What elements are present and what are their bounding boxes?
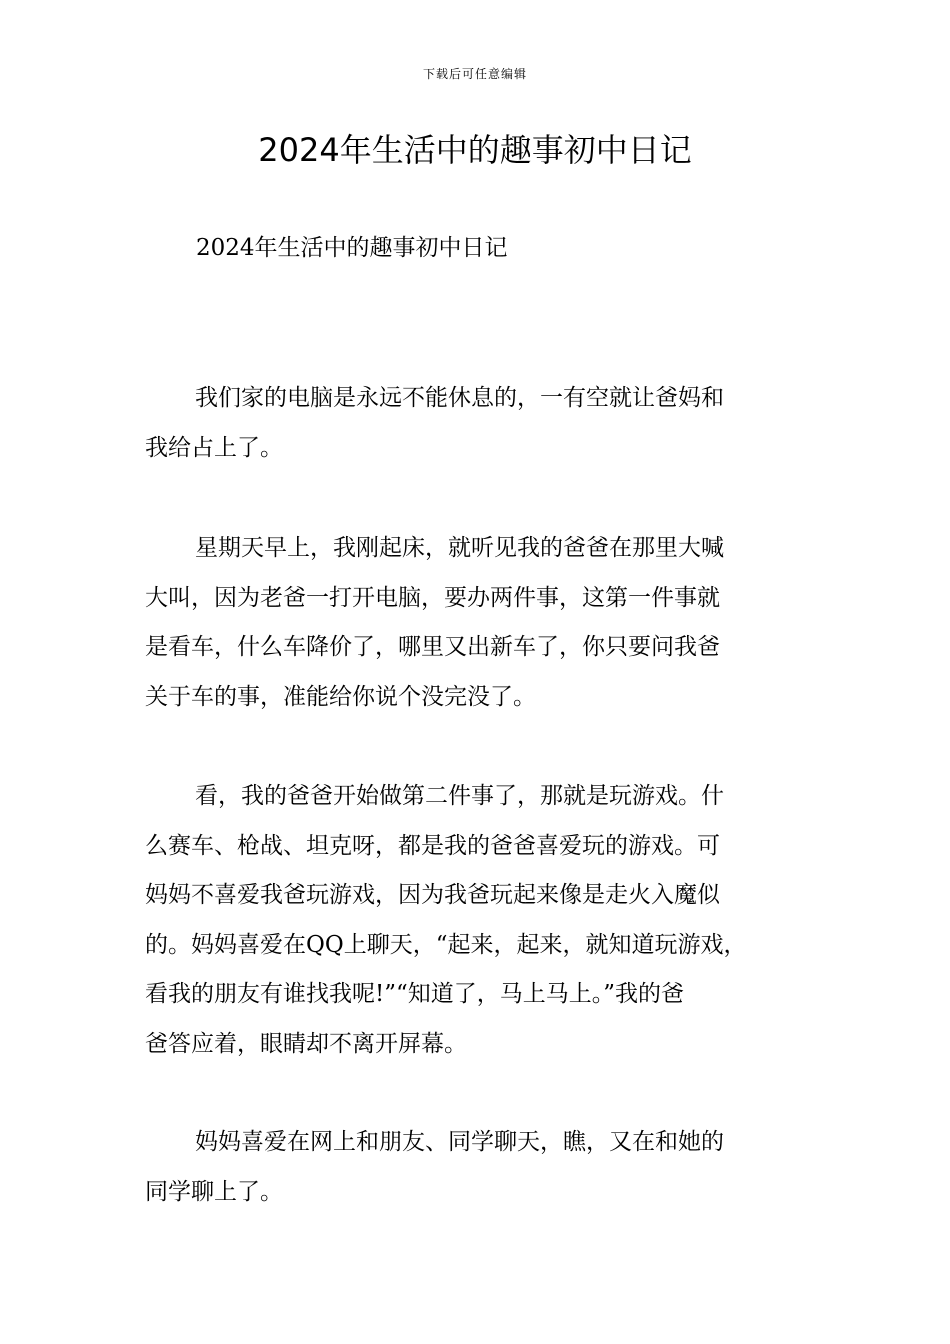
header-note: 下载后可任意编辑 [422, 67, 527, 81]
paragraph-line: 爸答应着，眼睛却不离开屏幕。 [145, 1030, 467, 1057]
paragraph-line: 关于车的事，准能给你说个没完没了。 [145, 683, 536, 710]
paragraph-2 [145, 524, 815, 722]
paragraph-line: 大叫，因为老爸一打开电脑，要办两件事，这第一件事就 [145, 584, 720, 611]
document-subtitle: 2024年生活中的趣事初中日记 [196, 235, 508, 261]
paragraph-line: 我们家的电脑是永远不能休息的，一有空就让爸妈和 [195, 385, 724, 411]
paragraph-line: 我给占上了。 [145, 434, 283, 461]
document-body [145, 0, 815, 1344]
paragraph-line: 同学聊上了。 [145, 1178, 283, 1205]
paragraph-1 [145, 374, 815, 473]
paragraph-line: 看我的朋友有谁找我呢!”“知道了，马上马上。”我的爸 [145, 981, 685, 1007]
paragraph-3 [145, 772, 815, 1069]
paragraph-line: 星期天早上，我刚起床，就听见我的爸爸在那里大喊 [195, 535, 724, 561]
paragraph-line: 妈妈不喜爱我爸玩游戏，因为我爸玩起来像是走火入魔似 [145, 882, 720, 908]
document-title: 2024年生活中的趣事初中日记 [258, 131, 692, 169]
paragraph-4 [145, 1118, 815, 1217]
paragraph-line: 妈妈喜爱在网上和朋友、同学聊天，瞧，又在和她的 [195, 1129, 724, 1155]
paragraph-line: 么赛车、枪战、坦克呀，都是我的爸爸喜爱玩的游戏。可 [145, 832, 720, 859]
paragraph-line: 是看车，什么车降价了，哪里又出新车了，你只要问我爸 [145, 634, 720, 660]
paragraph-line: 的。妈妈喜爱在QQ上聊天，“起来，起来，就知道玩游戏， [145, 931, 747, 958]
paragraph-line: 看，我的爸爸开始做第二件事了，那就是玩游戏。什 [195, 783, 724, 809]
